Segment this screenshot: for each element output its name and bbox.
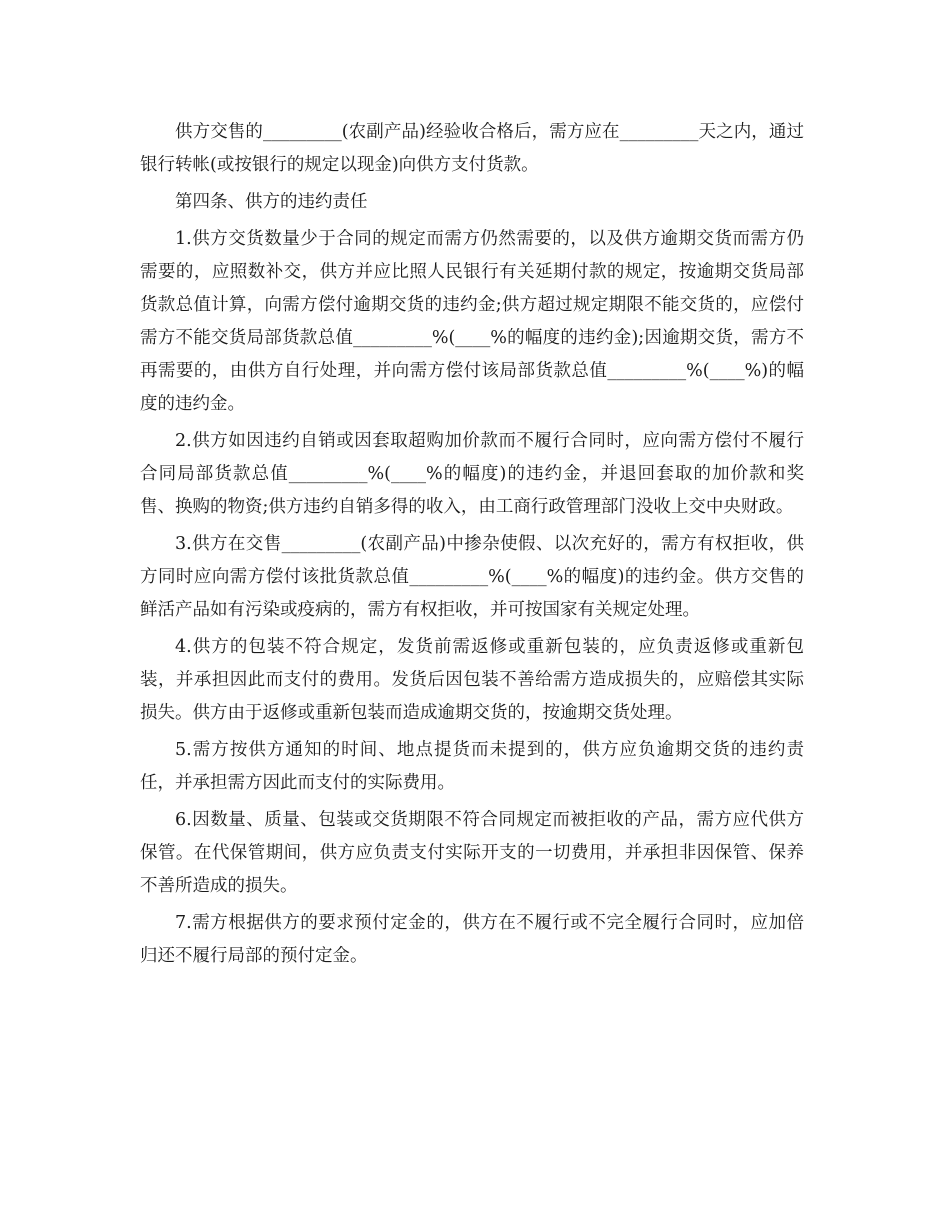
document-page (140, 116, 804, 977)
clause-3-paragraph: 3.供方在交售_________(农副产品)中掺杂使假、以次充好的，需方有权拒收，供方同时应向需方偿付该批货款总值_________%(____%的幅度)的违约金。供方交售的鲜活产品如有污染或疫病的，需方有权拒收，并可按国家有关规定处理。 (140, 534, 804, 620)
clause-6-paragraph: 6.因数量、质量、包装或交货期限不符合同规定而被拒收的产品，需方应代供方保管。在代保管期间，供方应负责支付实际开支的一切费用，并承担非因保管、保养不善所造成的损失。 (140, 810, 804, 896)
payment-terms-paragraph: 供方交售的_________(农副产品)经验收合格后，需方应在_________天之内，通过银行转帐(或按银行的规定以现金)向供方支付货款。 (140, 122, 804, 175)
clause-4-paragraph: 4.供方的包装不符合规定，发货前需返修或重新包装的，应负责返修或重新包装，并承担因此而支付的费用。发货后因包装不善给需方造成损失的，应赔偿其实际损失。供方由于返修或重新包装而造成逾期交货的，按逾期交货处理。 (140, 637, 804, 723)
clause-1-paragraph: 1.供方交货数量少于合同的规定而需方仍然需要的，以及供方逾期交货而需方仍需要的，应照数补交，供方并应比照人民银行有关延期付款的规定，按逾期交货局部货款总值计算，向需方偿付逾期交货的违约金;供方超过规定期限不能交货的，应偿付需方不能交货局部货款总值_________%(____%的幅度的违约金);因逾期交货，需方不再需要的，由供方自行处理，并向需方偿付该局部货款总值_________%(____%)的幅度的违约金。 (140, 229, 804, 414)
clause-7-paragraph: 7.需方根据供方的要求预付定金的，供方在不履行或不完全履行合同时，应加倍归还不履行局部的预付定金。 (140, 913, 804, 966)
article-four-heading: 第四条、供方的违约责任 (175, 192, 368, 212)
clause-5-paragraph: 5.需方按供方通知的时间、地点提货而未提到的，供方应负逾期交货的违约责任，并承担需方因此而支付的实际费用。 (140, 740, 804, 793)
clause-2-paragraph: 2.供方如因违约自销或因套取超购加价款而不履行合同时，应向需方偿付不履行合同局部货款总值_________%(____%的幅度)的违约金，并退回套取的加价款和奖售、换购的物资;供方违约自销多得的收入，由工商行政管理部门没收上交中央财政。 (140, 431, 804, 517)
